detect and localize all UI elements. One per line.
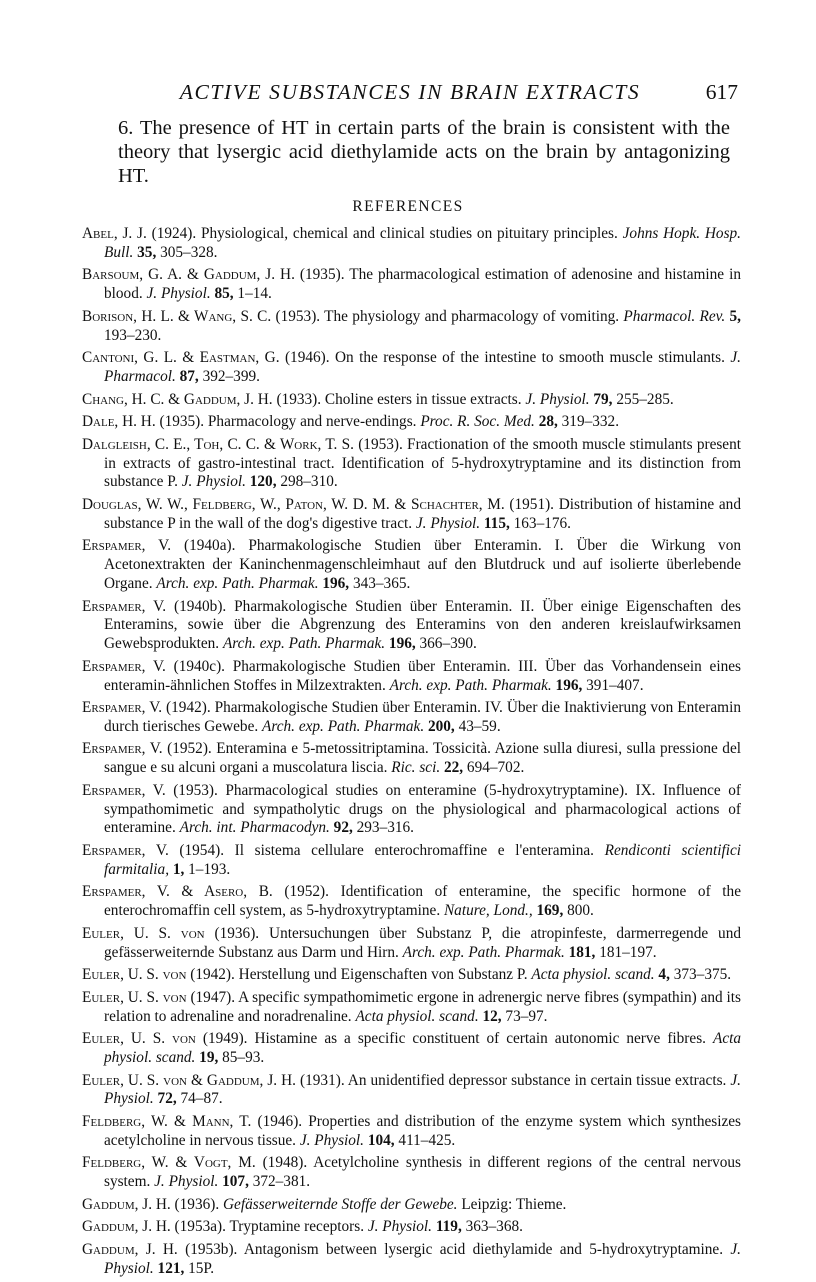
- reference-title: (1942). Pharmakologische Studien über Enteramin. IV. Über die Inaktivierung von Enteramin durch tierisches Gewebe.: [104, 699, 741, 735]
- reference-volume: 120,: [245, 473, 277, 491]
- reference-title: (1936). Untersuchungen über Substanz P, die atropinfeste, darmerregende und gefässerweiternde Substanz aus Darm und Hirn.: [104, 924, 741, 961]
- reference-journal: Nature, Lond.,: [443, 902, 533, 920]
- reference-title: (1946). On the response of the intestine to smooth muscle stimulants.: [279, 349, 731, 367]
- reference-author: Euler, U. S. von: [82, 966, 187, 984]
- reference-journal: Arch. exp. Path. Pharmak.: [222, 635, 386, 653]
- reference-list: [82, 225, 741, 1282]
- reference-pages: 1–14.: [233, 285, 272, 303]
- reference-author: Euler, U. S. von: [82, 924, 205, 942]
- reference-item: [82, 496, 741, 534]
- page-number: 617: [705, 80, 738, 104]
- reference-journal: J. Physiol.: [525, 390, 590, 408]
- reference-title: (1935). The pharmacological estimation of adenosine and histamine in blood.: [104, 266, 741, 303]
- reference-volume: 92,: [329, 819, 353, 837]
- reference-pages: 391–407.: [582, 676, 644, 694]
- reference-title: (1953b). Antagonism between lysergic acid diethylamide and 5-hydroxytryptamine.: [177, 1240, 731, 1258]
- reference-title: (1951). Distribution of histamine and substance P in the wall of the dog's digestive tract.: [104, 495, 741, 532]
- reference-item: [82, 699, 741, 737]
- reference-journal: Arch. exp. Path. Pharmak.: [402, 943, 565, 961]
- summary-item-number: 6.: [118, 117, 134, 139]
- reference-title: (1952). Enteramina e 5-metossitriptamina. Tossicità. Azione sulla diuresi, sulla pressione del sangue e su alcuni organi a muscolatura liscia.: [104, 740, 741, 777]
- reference-journal: Gefässerweiternde Stoffe der Gewebe.: [223, 1195, 458, 1213]
- reference-pages: 73–97.: [501, 1007, 548, 1025]
- reference-volume: 121,: [153, 1259, 185, 1277]
- reference-title: (1933). Choline esters in tissue extracts.: [272, 390, 526, 408]
- reference-title: (1940a). Pharmakologische Studien über Enteramin. I. Über die Wirkung von Acetonextrakten der Kaninchenmagenschleimhaut auf den Blutdruck und auf isolierte überlebende Organe.: [104, 537, 741, 592]
- reference-volume: 5,: [725, 307, 741, 325]
- reference-journal: J. Physiol.: [367, 1218, 433, 1236]
- reference-volume: 1,: [169, 860, 185, 878]
- reference-pages: 15P.: [184, 1259, 215, 1277]
- reference-journal: J. Physiol.: [299, 1131, 364, 1149]
- reference-author: Cantoni, G. L. & Eastman, G.: [82, 349, 280, 367]
- reference-item: [82, 391, 741, 410]
- reference-pages: 363–368.: [461, 1218, 523, 1236]
- reference-volume: 169,: [532, 902, 564, 920]
- reference-pages: 305–328.: [156, 243, 218, 261]
- reference-item: [82, 349, 741, 387]
- reference-pages: Leipzig: Thieme.: [457, 1195, 567, 1213]
- reference-volume: 28,: [534, 413, 558, 431]
- reference-title: (1946). Properties and distribution of the enzyme system which synthesizes acetylcholine in nervous tissue.: [104, 1113, 742, 1149]
- reference-volume: 35,: [133, 243, 157, 261]
- reference-item: [82, 883, 741, 921]
- reference-journal: J. Physiol.: [415, 514, 481, 532]
- reference-title: (1953). Pharmacological studies on enteramine (5-hydroxytryptamine). IX. Influence of sympathomimetic and sympatholytic drugs on the physiological and pharmacological actions of enteramine.: [104, 781, 741, 837]
- reference-pages: 163–176.: [509, 514, 571, 532]
- reference-pages: 373–375.: [669, 966, 732, 984]
- reference-author: Barsoum, G. A. & Gaddum, J. H.: [82, 266, 295, 284]
- reference-volume: 12,: [478, 1007, 502, 1025]
- reference-item: [82, 782, 741, 838]
- reference-volume: 107,: [218, 1173, 249, 1191]
- reference-pages: 694–702.: [463, 759, 525, 777]
- reference-pages: 411–425.: [394, 1131, 456, 1149]
- reference-pages: 298–310.: [276, 473, 338, 491]
- reference-item: [82, 740, 741, 778]
- reference-pages: 74–87.: [176, 1090, 223, 1108]
- reference-pages: 343–365.: [349, 574, 411, 592]
- reference-journal: J. Physiol.: [104, 1071, 741, 1108]
- reference-item: [82, 413, 741, 432]
- reference-journal: Acta physiol. scand.: [531, 966, 655, 984]
- reference-item: [82, 1113, 741, 1151]
- reference-volume: 19,: [195, 1049, 219, 1067]
- reference-item: [82, 1030, 741, 1068]
- reference-item: [82, 842, 741, 880]
- reference-volume: 115,: [480, 514, 510, 532]
- reference-journal: Rendiconti scientifici farmitalia,: [104, 842, 741, 878]
- reference-author: Gaddum, J. H.: [82, 1240, 178, 1258]
- reference-pages: 392–399.: [198, 367, 260, 385]
- reference-journal: Johns Hopk. Hosp. Bull.: [104, 225, 741, 261]
- reference-item: [82, 1072, 741, 1110]
- reference-volume: 79,: [589, 390, 613, 408]
- reference-title: (1940b). Pharmakologische Studien über Enteramin. II. Über einige Eigenschaften des Enteramins, sowie über die Abgrenzung des Enteramins von den anderen kreislaufwirksamen Gewebsprodukten.: [104, 597, 741, 653]
- reference-volume: 196,: [318, 574, 350, 592]
- reference-item: [82, 537, 741, 593]
- reference-pages: 372–381.: [248, 1173, 311, 1191]
- reference-journal: Pharmacol. Rev.: [623, 307, 726, 325]
- reference-item: [82, 266, 741, 304]
- reference-journal: J. Physiol.: [154, 1173, 219, 1191]
- reference-title: (1940c). Pharmakologische Studien über Enteramin. III. Über das Vorhandensein eines enteramin-ähnlichen Stoffes in Milzextrakten.: [104, 657, 741, 694]
- reference-author: Chang, H. C. & Gaddum, J. H.: [82, 390, 273, 408]
- running-title: ACTIVE SUBSTANCES IN BRAIN EXTRACTS: [179, 80, 641, 104]
- reference-volume: 4,: [654, 966, 670, 984]
- reference-item: [82, 1196, 741, 1215]
- reference-item: [82, 1241, 741, 1279]
- reference-author: Abel, J. J.: [82, 225, 147, 242]
- reference-item: [82, 308, 741, 346]
- reference-title: (1942). Herstellung und Eigenschaften von Substanz P.: [186, 966, 532, 984]
- reference-author: Gaddum, J. H.: [82, 1195, 171, 1213]
- reference-pages: 319–332.: [557, 413, 620, 431]
- reference-author: Borison, H. L. & Wang, S. C.: [82, 307, 272, 325]
- reference-item: [82, 225, 741, 263]
- reference-volume: 85,: [210, 285, 234, 303]
- reference-volume: 104,: [364, 1131, 395, 1149]
- reference-journal: Arch. int. Pharmacodyn.: [179, 819, 330, 837]
- reference-item: [82, 1154, 741, 1192]
- reference-pages: 181–197.: [595, 943, 657, 961]
- reference-pages: 366–390.: [415, 635, 477, 653]
- reference-author: Dalgleish, C. E., Toh, C. C. & Work, T. S.: [82, 435, 354, 453]
- reference-journal: Proc. R. Soc. Med.: [420, 413, 535, 431]
- reference-author: Gaddum, J. H.: [82, 1218, 171, 1236]
- reference-volume: 181,: [564, 943, 596, 961]
- reference-title: (1953). The physiology and pharmacology of vomiting.: [271, 307, 624, 325]
- references-heading: REFERENCES: [352, 198, 464, 215]
- reference-volume: 72,: [153, 1090, 177, 1108]
- reference-author: Erspamer, V.: [82, 597, 167, 615]
- summary-point-6: [118, 116, 730, 188]
- reference-title: (1949). Histamine as a specific constituent of certain autonomic nerve fibres.: [195, 1030, 713, 1048]
- reference-author: Erspamer, V.: [82, 781, 166, 799]
- reference-item: [82, 598, 741, 654]
- reference-author: Erspamer, V.: [82, 699, 163, 717]
- reference-title: (1953a). Tryptamine receptors.: [170, 1218, 368, 1236]
- reference-author: Erspamer, V.: [82, 537, 172, 555]
- reference-item: [82, 658, 741, 696]
- reference-title: (1935). Pharmacology and nerve-endings.: [155, 413, 421, 431]
- reference-title: (1931). An unidentified depressor substance in certain tissue extracts.: [296, 1071, 731, 1089]
- reference-journal: Arch. exp. Path. Pharmak.: [389, 676, 552, 694]
- reference-author: Feldberg, W. & Vogt, M.: [82, 1154, 256, 1172]
- reference-item: [82, 925, 741, 963]
- reference-author: Erspamer, V. & Asero, B.: [82, 883, 273, 901]
- reference-author: Feldberg, W. & Mann, T.: [82, 1113, 252, 1130]
- reference-item: [82, 989, 741, 1027]
- reference-pages: 800.: [563, 902, 594, 920]
- reference-author: Euler, U. S. von & Gaddum, J. H.: [82, 1071, 297, 1089]
- reference-author: Erspamer, V.: [82, 740, 163, 758]
- reference-journal: J. Physiol.: [181, 473, 246, 491]
- reference-item: [82, 436, 741, 492]
- reference-journal: Arch. exp. Path. Pharmak.: [156, 574, 319, 592]
- reference-author: Euler, U. S. von: [82, 1030, 196, 1048]
- reference-author: Douglas, W. W., Feldberg, W., Paton, W. D. M. & Schachter, M.: [82, 495, 505, 513]
- reference-pages: 1–193.: [184, 860, 231, 878]
- reference-volume: 22,: [440, 759, 464, 777]
- reference-item: [82, 1218, 741, 1237]
- reference-title: (1952). Identification of enteramine, the specific hormone of the enterochromaffin cell system, as 5-hydroxytryptamine.: [104, 883, 741, 920]
- reference-journal: Arch. exp. Path. Pharmak.: [262, 717, 425, 735]
- reference-volume: 87,: [175, 367, 199, 385]
- reference-journal: J. Pharmacol.: [104, 349, 741, 385]
- reference-journal: Acta physiol. scand.: [104, 1030, 742, 1067]
- reference-pages: 43–59.: [454, 717, 501, 735]
- reference-pages: 293–316.: [352, 819, 414, 837]
- reference-pages: 85–93.: [218, 1049, 265, 1067]
- reference-author: Erspamer, V.: [82, 842, 169, 860]
- reference-journal: J. Physiol.: [146, 285, 211, 303]
- reference-journal: Acta physiol. scand.: [355, 1007, 479, 1025]
- reference-volume: 196,: [551, 676, 583, 694]
- reference-title: (1953). Fractionation of the smooth muscle stimulants present in extracts of gastro-intestinal tract. Identification of 5-hydroxytryptamine and its distinction from substance P.: [104, 435, 741, 491]
- reference-journal: Ric. sci.: [391, 759, 441, 777]
- reference-pages: 193–230.: [104, 326, 162, 344]
- reference-item: [82, 966, 741, 985]
- reference-volume: 196,: [385, 635, 416, 653]
- reference-title: (1948). Acetylcholine synthesis in different regions of the central nervous system.: [104, 1154, 741, 1191]
- reference-pages: 255–285.: [612, 390, 674, 408]
- summary-text: The presence of HT in certain parts of the brain is consistent with the theory that lysergic acid diethylamide acts on the brain by antagonizing HT.: [118, 117, 730, 187]
- reference-author: Dale, H. H.: [82, 413, 156, 431]
- reference-title: (1954). Il sistema cellulare enterochromaffine e l'enteramina.: [168, 842, 605, 860]
- reference-volume: 200,: [424, 717, 455, 735]
- reference-journal: J. Physiol.: [104, 1240, 741, 1277]
- reference-volume: 119,: [432, 1218, 462, 1236]
- reference-title: (1947). A specific sympathomimetic ergone in adrenergic nerve fibres (sympathin) and its relation to adrenaline and noradrenaline.: [104, 988, 741, 1025]
- reference-title: (1924). Physiological, chemical and clinical studies on pituitary principles.: [146, 225, 623, 242]
- reference-author: Erspamer, V.: [82, 657, 166, 675]
- reference-author: Euler, U. S. von: [82, 988, 187, 1006]
- reference-title: (1936).: [170, 1195, 223, 1213]
